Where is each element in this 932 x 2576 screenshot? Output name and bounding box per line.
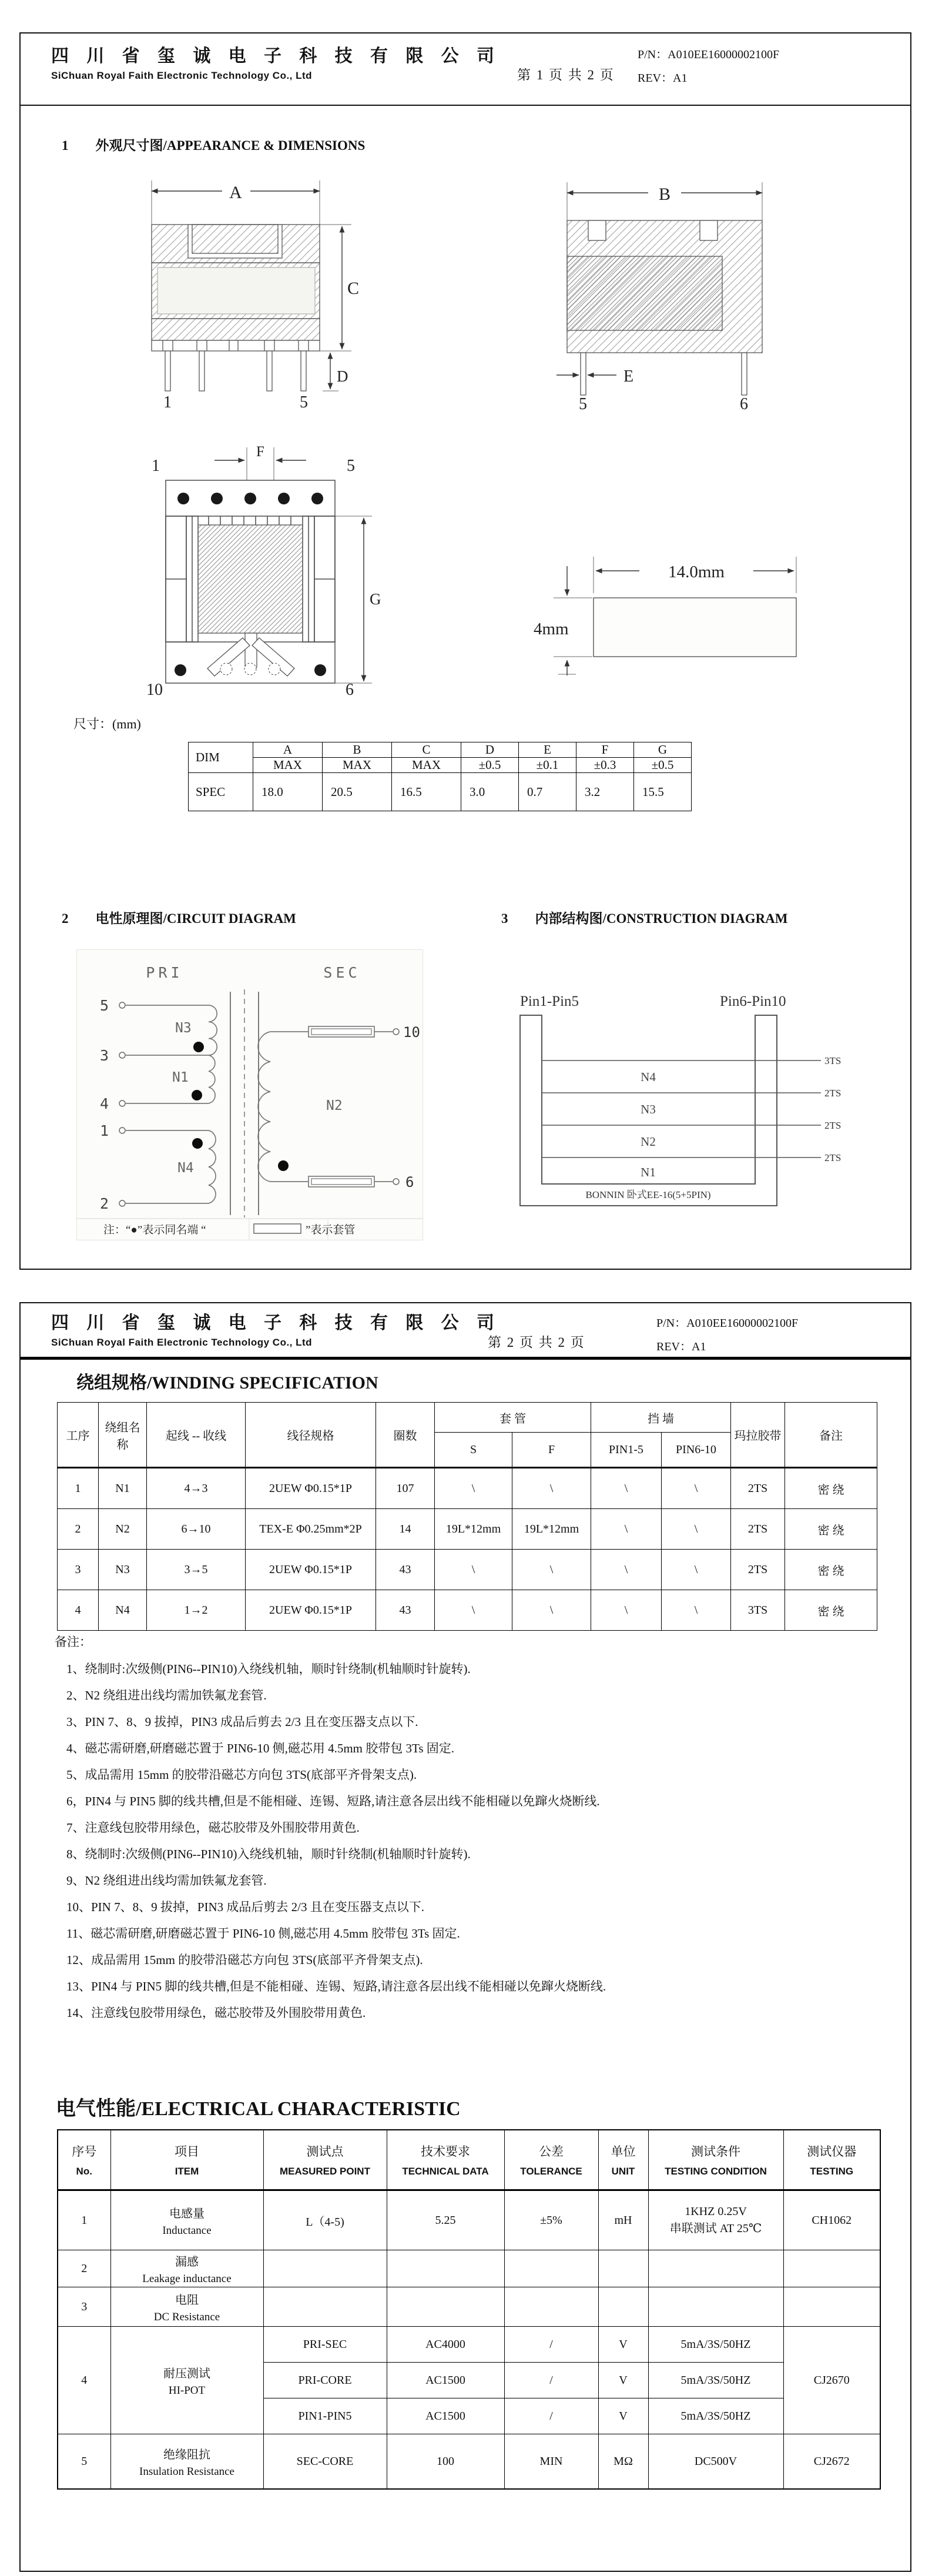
cell: \ — [512, 1468, 591, 1509]
col-unit-cn: 单位 — [611, 2145, 636, 2159]
terminal-6: 6 — [405, 1174, 414, 1190]
cell: 3 — [58, 1550, 99, 1590]
cell-point: PRI-SEC — [263, 2327, 387, 2363]
cell-empty — [263, 2287, 387, 2327]
dim-spec: 3.2 — [576, 773, 634, 811]
winding-row — [58, 1550, 877, 1590]
cell: 19L*12mm — [435, 1509, 512, 1550]
section2-title-en: /CIRCUIT DIAGRAM — [163, 911, 296, 926]
electrical-row-insulation — [58, 2434, 880, 2490]
cell-tester: CJ2672 — [783, 2434, 880, 2490]
cell: \ — [435, 1468, 512, 1509]
cell: TEX-E Φ0.25mm*2P — [246, 1509, 376, 1550]
cell-empty — [504, 2287, 598, 2327]
cell: 2UEW Φ0.15*1P — [246, 1468, 376, 1509]
front-view-drawing — [141, 175, 364, 410]
page-indicator: 第 2 页 共 2 页 — [488, 1335, 585, 1350]
section3-title-en: /CONSTRUCTION DIAGRAM — [602, 911, 788, 926]
cell: \ — [662, 1468, 731, 1509]
cell-empty — [598, 2250, 648, 2287]
cell: 1→2 — [147, 1590, 246, 1631]
cell: 3TS — [731, 1590, 785, 1631]
cell-unit: V — [598, 2398, 648, 2434]
cell: 107 — [376, 1468, 435, 1509]
pins-left-label: Pin1-Pin5 — [520, 993, 579, 1009]
pn-value: A010EE16000002100F — [686, 1317, 799, 1330]
cell-empty — [387, 2250, 504, 2287]
pn-rev-block — [638, 43, 779, 90]
dim-tol: MAX — [253, 758, 323, 773]
cell: \ — [591, 1509, 662, 1550]
note-item: 10、PIN 7、8、9 拔掉，PIN3 成品后剪去 2/3 且在变压器支点以下. — [66, 1900, 425, 1914]
dimension-unit-label: 尺寸：(mm) — [73, 717, 141, 731]
cell-data: 100 — [387, 2434, 504, 2490]
cell-data: AC1500 — [387, 2363, 504, 2398]
cell-tester: CH1062 — [783, 2190, 880, 2250]
item-cn: 绝缘阻抗 — [163, 2448, 210, 2461]
col-tester-en: TESTING — [810, 2166, 854, 2177]
cell-empty — [598, 2287, 648, 2327]
cell: 密 绕 — [785, 1509, 877, 1550]
dim-b-label: B — [658, 185, 671, 204]
dim-tol: ±0.5 — [634, 758, 692, 773]
cell: \ — [591, 1468, 662, 1509]
cell-data: AC1500 — [387, 2398, 504, 2434]
col-data-cn: 技术要求 — [421, 2145, 470, 2159]
pn-rev-block — [656, 1312, 798, 1359]
col-mylar-tape: 玛拉胶带 — [731, 1403, 785, 1468]
col-sleeve-s: S — [435, 1433, 512, 1468]
tape-height-label: 4mm — [534, 620, 569, 638]
rev-value: A1 — [692, 1340, 706, 1353]
dimension-table — [188, 742, 692, 811]
polarity-dot — [192, 1138, 203, 1149]
company-block — [51, 1308, 501, 1349]
cell-data: AC4000 — [387, 2327, 504, 2363]
cell-unit: V — [598, 2327, 648, 2363]
cell-tol: / — [504, 2363, 598, 2398]
col-winding-name: 绕组名称 — [99, 1403, 147, 1468]
circuit-diagram — [76, 949, 423, 1240]
cell: \ — [435, 1550, 512, 1590]
col-no-cn: 序号 — [72, 2145, 97, 2159]
notes-label: 备注： — [55, 1635, 92, 1649]
cell: N1 — [99, 1468, 147, 1509]
section1-title-cn: 外观尺寸图 — [95, 138, 163, 153]
cell-empty — [648, 2287, 783, 2327]
front-pin1-label: 1 — [163, 393, 172, 410]
layer-n2: N2 — [641, 1135, 656, 1149]
company-name-en: SiChuan Royal Faith Electronic Technology Co., Ltd — [51, 1337, 313, 1348]
note-item: 5、成品需用 15mm 的胶带沿磁芯方向包 3TS(底部平齐骨架支点). — [66, 1768, 417, 1782]
winding-row — [58, 1468, 877, 1509]
bottom-view-drawing — [138, 438, 391, 697]
cell-cond: 5mA/3S/50HZ — [648, 2398, 783, 2434]
dim-e-label: E — [623, 367, 634, 386]
cell: \ — [662, 1550, 731, 1590]
pn-label: P/N： — [638, 48, 668, 61]
side-body — [567, 220, 762, 395]
dim-col: B — [323, 742, 392, 758]
electrical-row-dcr — [58, 2287, 880, 2327]
cell: \ — [591, 1550, 662, 1590]
company-name-cn: 四 川 省 玺 诚 电 子 科 技 有 限 公 司 — [51, 1313, 501, 1333]
company-block — [51, 41, 501, 82]
layer-n3: N3 — [641, 1102, 656, 1116]
pri-label: PRI — [146, 964, 183, 981]
cell-point: L（4-5) — [263, 2190, 387, 2250]
cell-no: 2 — [58, 2250, 110, 2287]
dim-corner: DIM — [189, 742, 253, 773]
note-item: 7、注意线包胶带用绿色，磁芯胶带及外围胶带用黄色. — [66, 1821, 360, 1835]
dim-spec: 16.5 — [392, 773, 461, 811]
cell: 2UEW Φ0.15*1P — [246, 1550, 376, 1590]
bottom-pin1-label: 1 — [152, 457, 160, 475]
dim-spec-label: SPEC — [189, 773, 253, 811]
section1-title-en: /APPEARANCE & DIMENSIONS — [163, 138, 366, 153]
cell-tol: ±5% — [504, 2190, 598, 2250]
cell-point: PRI-CORE — [263, 2363, 387, 2398]
col-tol-cn: 公差 — [539, 2145, 564, 2159]
company-name-cn: 四 川 省 玺 诚 电 子 科 技 有 限 公 司 — [51, 46, 501, 66]
cell-cond — [648, 2190, 783, 2250]
electrical-row-leakage — [58, 2250, 880, 2287]
col-remark: 备注 — [785, 1403, 877, 1468]
note-item: 9、N2 绕组进出线均需加铁氟龙套管. — [66, 1874, 267, 1888]
cell: 密 绕 — [785, 1468, 877, 1509]
section3-title-cn: 内部结构图 — [535, 911, 603, 926]
cell: 43 — [376, 1590, 435, 1631]
section1-number: 1 — [62, 138, 69, 153]
terminal-1: 1 — [99, 1122, 109, 1139]
section3-title — [501, 908, 788, 927]
item-en: DC Resistance — [153, 2310, 220, 2323]
cell: 6→10 — [147, 1509, 246, 1550]
terminal-10: 10 — [403, 1024, 420, 1041]
cell-no: 4 — [58, 2327, 110, 2434]
dim-spec: 18.0 — [253, 773, 323, 811]
dim-spec: 20.5 — [323, 773, 392, 811]
page-2 — [19, 1302, 911, 2572]
page-indicator: 第 1 页 共 2 页 — [517, 68, 615, 82]
tape-width-label: 14.0mm — [668, 563, 725, 581]
terminal-5: 5 — [99, 997, 109, 1014]
note-item: 11、磁芯需研磨,研磨磁芯置于 PIN6-10 侧,磁芯用 4.5mm 胶带包 3Ts 固定. — [66, 1926, 460, 1941]
dim-spec: 15.5 — [634, 773, 692, 811]
dim-tol: ±0.3 — [576, 758, 634, 773]
winding-n4-label: N4 — [177, 1160, 194, 1176]
cell-tol: MIN — [504, 2434, 598, 2490]
winding-row — [58, 1509, 877, 1550]
col-point-cn: 测试点 — [306, 2145, 344, 2159]
cell: \ — [512, 1590, 591, 1631]
note-item: 8、绕制时:次级侧(PIN6--PIN10)入绕线机轴，顺时针绕制(机轴顺时针旋转). — [66, 1847, 471, 1861]
side-view-drawing — [555, 176, 779, 412]
page-1 — [19, 32, 911, 1270]
note-item: 14、注意线包胶带用绿色，磁芯胶带及外围胶带用黄色. — [66, 2006, 366, 2020]
col-start-finish: 起线 -- 收线 — [147, 1403, 246, 1468]
layer-n4: N4 — [641, 1070, 656, 1084]
cell-empty — [504, 2250, 598, 2287]
col-item-en: ITEM — [175, 2166, 199, 2177]
cell: \ — [591, 1590, 662, 1631]
note-item: 12、成品需用 15mm 的胶带沿磁芯方向包 3TS(底部平齐骨架支点). — [66, 1953, 423, 1967]
cell-unit: V — [598, 2363, 648, 2398]
electrical-title-cn: 电气性能 — [56, 2097, 136, 2120]
pins-right-label: Pin6-Pin10 — [720, 993, 786, 1009]
dim-col: F — [576, 742, 634, 758]
note-item: 4、磁芯需研磨,研磨磁芯置于 PIN6-10 侧,磁芯用 4.5mm 胶带包 3Ts 固定. — [66, 1741, 455, 1755]
terminal-3: 3 — [99, 1047, 109, 1064]
dim-tol: MAX — [323, 758, 392, 773]
dim-tol: ±0.5 — [461, 758, 519, 773]
winding-spec-table — [57, 1402, 877, 1631]
dim-g-label: G — [370, 590, 381, 608]
note-item: 2、N2 绕组进出线均需加铁氟龙套管. — [66, 1688, 267, 1702]
cell-cond: 5mA/3S/50HZ — [648, 2363, 783, 2398]
cond-line2: 串联测试 AT 25℃ — [669, 2222, 762, 2235]
cell-empty — [387, 2287, 504, 2327]
cell: 4→3 — [147, 1468, 246, 1509]
cell: 2TS — [731, 1550, 785, 1590]
note-item: 1、绕制时:次级侧(PIN6--PIN10)入绕线机轴，顺时针绕制(机轴顺时针旋转). — [66, 1662, 471, 1676]
cell-item — [110, 2250, 263, 2287]
electrical-row-hipot — [58, 2327, 880, 2363]
col-testing-condition — [648, 2130, 783, 2190]
tape-3ts: 3TS — [824, 1055, 842, 1066]
col-turns: 圈数 — [376, 1403, 435, 1468]
dim-tol: MAX — [392, 758, 461, 773]
cell-item — [110, 2190, 263, 2250]
cell: N3 — [99, 1550, 147, 1590]
tape-body — [594, 598, 796, 657]
col-cond-cn: 测试条件 — [691, 2145, 740, 2159]
circuit-panel — [77, 950, 423, 1240]
cell-no: 3 — [58, 2287, 110, 2327]
construction-diagram — [485, 981, 873, 1228]
item-cn: 电阻 — [175, 2293, 199, 2307]
rev-label: REV： — [638, 72, 673, 85]
section2-number: 2 — [62, 911, 69, 926]
bottom-pin10-label: 10 — [146, 681, 163, 697]
cell: 2TS — [731, 1468, 785, 1509]
col-item — [110, 2130, 263, 2190]
pn-label: P/N： — [656, 1317, 687, 1330]
cell-point: PIN1-PIN5 — [263, 2398, 387, 2434]
electrical-row-inductance — [58, 2190, 880, 2250]
terminal-4: 4 — [99, 1095, 109, 1112]
col-wall-pin15: PIN1-5 — [591, 1433, 662, 1468]
dim-c-label: C — [347, 279, 360, 298]
side-pin6-label: 6 — [740, 395, 748, 412]
dim-spec: 3.0 — [461, 773, 519, 811]
bottom-pin6-label: 6 — [346, 681, 354, 697]
item-en: Leakage inductance — [142, 2272, 232, 2285]
dim-col: D — [461, 742, 519, 758]
winding-spec-title-en: /WINDING SPECIFICATION — [147, 1373, 378, 1393]
cell-unit: MΩ — [598, 2434, 648, 2490]
cell-empty — [783, 2287, 880, 2327]
item-cn: 电感量 — [169, 2207, 204, 2220]
cell-tol: / — [504, 2398, 598, 2434]
winding-spec-title-cn: 绕组规格 — [76, 1373, 147, 1393]
col-data-en: TECHNICAL DATA — [402, 2166, 489, 2177]
col-testing — [783, 2130, 880, 2190]
section3-number: 3 — [501, 911, 508, 926]
cell-tol: / — [504, 2327, 598, 2363]
item-en: Insulation Resistance — [139, 2465, 234, 2478]
cell: 1 — [58, 1468, 99, 1509]
legend-dot-text: 注：“●”表示同名端 “ — [103, 1224, 206, 1236]
cell-no: 1 — [58, 2190, 110, 2250]
electrical-title-en: /ELECTRICAL CHARACTERISTIC — [136, 2098, 461, 2120]
section1-title — [62, 135, 365, 154]
layer-lines — [542, 1060, 821, 1157]
bobbin-type-label: BONNIN 卧式EE-16(5+5PIN) — [585, 1189, 711, 1200]
col-technical-data — [387, 2130, 504, 2190]
note-item: 6，PIN4 与 PIN5 脚的线共槽,但是不能相碰、连锡、短路,请注意各层出线不能相碰以免蹿火烧断线. — [66, 1794, 600, 1808]
col-sleeve-f: F — [512, 1433, 591, 1468]
cell: 2 — [58, 1509, 99, 1550]
polarity-dot — [278, 1160, 289, 1171]
layer-n1: N1 — [641, 1165, 656, 1179]
item-cn: 耐压测试 — [163, 2367, 210, 2380]
polarity-dot — [193, 1042, 204, 1052]
sec-label: SEC — [323, 964, 361, 981]
cell-cond: 5mA/3S/50HZ — [648, 2327, 783, 2363]
cell-item — [110, 2327, 263, 2434]
legend-sleeve-text: ”表示套管 — [306, 1224, 356, 1236]
side-pin5-label: 5 — [579, 395, 587, 412]
page2-header — [21, 1303, 910, 1360]
cell-empty — [783, 2250, 880, 2287]
col-tolerance — [504, 2130, 598, 2190]
cell: 43 — [376, 1550, 435, 1590]
cell-no: 5 — [58, 2434, 110, 2490]
cell-unit: mH — [598, 2190, 648, 2250]
dim-f-label: F — [256, 444, 264, 460]
cell: \ — [662, 1509, 731, 1550]
bottom-pin5-label: 5 — [347, 457, 355, 475]
section2-title — [62, 908, 296, 927]
cell-point: SEC-CORE — [263, 2434, 387, 2490]
rev-value: A1 — [673, 72, 688, 85]
winding-n2-label: N2 — [326, 1098, 343, 1113]
col-tol-en: TOLERANCE — [520, 2166, 582, 2177]
tape-view-drawing — [517, 540, 823, 678]
notes-list — [55, 1656, 769, 2026]
polarity-dot — [192, 1090, 202, 1100]
pn-value: A010EE16000002100F — [668, 48, 780, 61]
company-name-en: SiChuan Royal Faith Electronic Technology Co., Ltd — [51, 70, 313, 81]
front-body — [152, 225, 320, 391]
cell: 2TS — [731, 1509, 785, 1550]
dim-col: E — [519, 742, 576, 758]
dim-d-label: D — [337, 367, 348, 385]
sleeve-top — [309, 1026, 374, 1037]
col-tester-cn: 测试仪器 — [807, 2145, 857, 2159]
note-item: 3、PIN 7、8、9 拔掉，PIN3 成品后剪去 2/3 且在变压器支点以下. — [66, 1715, 418, 1729]
sleeve-bottom — [309, 1176, 374, 1187]
cell: \ — [662, 1590, 731, 1631]
cell: N2 — [99, 1509, 147, 1550]
winding-spec-title — [76, 1368, 378, 1394]
tape-2ts-2: 2TS — [824, 1120, 842, 1131]
note-item: 13、PIN4 与 PIN5 脚的线共槽,但是不能相碰、连锡、短路,请注意各层出线不能相碰以免蹿火烧断线. — [66, 1979, 606, 1993]
cell: N4 — [99, 1590, 147, 1631]
col-point-en: MEASURED POINT — [280, 2166, 370, 2177]
dim-col: A — [253, 742, 323, 758]
electrical-table — [57, 2129, 881, 2490]
tape-2ts-3: 2TS — [824, 1152, 842, 1163]
tape-2ts-1: 2TS — [824, 1088, 842, 1099]
col-unit — [598, 2130, 648, 2190]
cell: 14 — [376, 1509, 435, 1550]
cell: \ — [512, 1550, 591, 1590]
col-no-en: No. — [76, 2166, 92, 2177]
cell: 2UEW Φ0.15*1P — [246, 1590, 376, 1631]
cell: 19L*12mm — [512, 1509, 591, 1550]
cell-item — [110, 2434, 263, 2490]
cell-data: 5.25 — [387, 2190, 504, 2250]
cell: 3→5 — [147, 1550, 246, 1590]
terminal-2: 2 — [99, 1195, 109, 1212]
section2-title-cn: 电性原理图 — [95, 911, 163, 926]
rev-label: REV： — [656, 1340, 692, 1353]
col-cond-en: TESTING CONDITION — [665, 2166, 767, 2177]
cell: 4 — [58, 1590, 99, 1631]
cond-line1: 1KHZ 0.25V — [685, 2205, 747, 2218]
col-unit-en: UNIT — [611, 2166, 635, 2177]
col-sleeve-group: 套 管 — [435, 1403, 591, 1433]
page1-header — [21, 34, 910, 106]
col-wire-spec: 线径规格 — [246, 1403, 376, 1468]
item-en: HI-POT — [168, 2384, 206, 2397]
col-measured-point — [263, 2130, 387, 2190]
dim-a-label: A — [229, 183, 242, 202]
cell: 密 绕 — [785, 1590, 877, 1631]
dim-col: G — [634, 742, 692, 758]
winding-n3-label: N3 — [175, 1021, 192, 1036]
cell-item — [110, 2287, 263, 2327]
cell: 密 绕 — [785, 1550, 877, 1590]
item-cn: 漏感 — [175, 2255, 199, 2269]
col-process: 工序 — [58, 1403, 99, 1468]
front-pin5-label: 5 — [300, 393, 308, 410]
dim-col: C — [392, 742, 461, 758]
dim-tol: ±0.1 — [519, 758, 576, 773]
col-no — [58, 2130, 110, 2190]
col-wall-pin610: PIN6-10 — [662, 1433, 731, 1468]
cell: \ — [435, 1590, 512, 1631]
col-wall-group: 挡 墙 — [591, 1403, 731, 1433]
winding-row — [58, 1590, 877, 1631]
cell-tester: CJ2670 — [783, 2327, 880, 2434]
electrical-title — [56, 2092, 461, 2121]
sleeve-symbol — [254, 1224, 301, 1233]
cell-empty — [263, 2250, 387, 2287]
col-item-cn: 项目 — [175, 2145, 199, 2159]
cell-cond: DC500V — [648, 2434, 783, 2490]
item-en: Inductance — [162, 2224, 212, 2237]
winding-n1-label: N1 — [172, 1070, 189, 1085]
cell-empty — [648, 2250, 783, 2287]
dim-spec: 0.7 — [519, 773, 576, 811]
